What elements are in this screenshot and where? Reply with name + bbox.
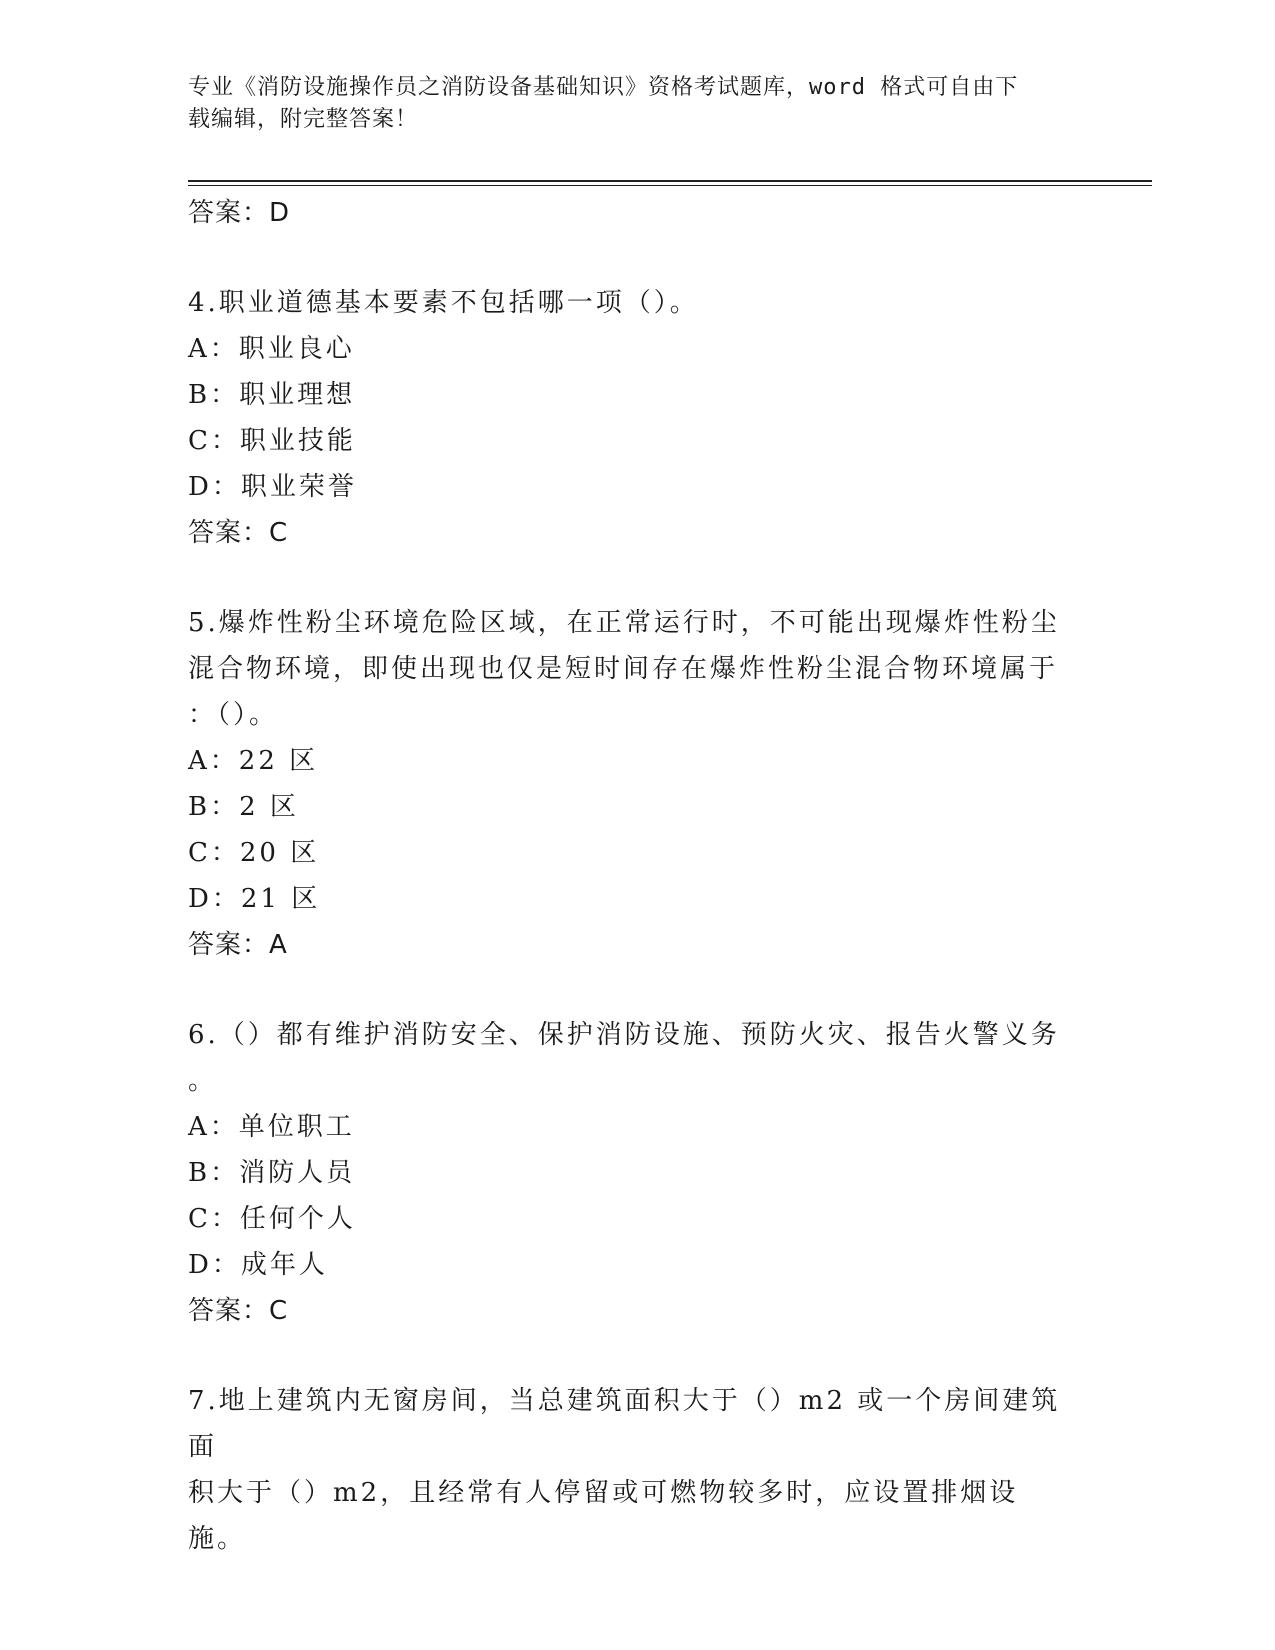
question-7	[188, 1378, 1068, 1562]
question-text-line: 混合物环境，即使出现也仅是短时间存在爆炸性粉尘混合物环境属于	[188, 654, 1059, 684]
question-6	[188, 1012, 1068, 1104]
answer-line: 答案：C	[188, 1296, 289, 1326]
option-c: C：任何个人	[188, 1204, 356, 1234]
question-4	[188, 280, 1068, 326]
option-b: B：消防人员	[188, 1158, 356, 1188]
question-text-line: 7.地上建筑内无窗房间，当总建筑面积大于（）m2 或一个房间建筑面	[188, 1386, 1061, 1462]
option-d: D：职业荣誉	[188, 472, 357, 502]
option-a: A：职业良心	[188, 334, 355, 364]
option-b: B：职业理想	[188, 380, 356, 410]
answer-line: 答案：C	[188, 518, 289, 548]
option-a: A：22 区	[188, 746, 319, 776]
header-divider	[188, 180, 1152, 182]
header-line-2: 载编辑，附完整答案！	[188, 107, 419, 132]
answer-line: 答案：A	[188, 930, 288, 960]
option-d: D：成年人	[188, 1250, 328, 1280]
question-text-line: 。	[188, 1066, 218, 1096]
question-list	[188, 190, 1068, 1562]
question-5	[188, 600, 1068, 738]
question-text: 4.职业道德基本要素不包括哪一项（）。	[188, 288, 699, 318]
option-c: C：20 区	[188, 838, 320, 868]
question-text-line: 6.（）都有维护消防安全、保护消防设施、预防火灾、报告火警义务	[188, 1020, 1060, 1050]
header-line-1: 专业《消防设施操作员之消防设备基础知识》资格考试题库，word 格式可自由下	[188, 75, 1019, 100]
question-text-line: 5.爆炸性粉尘环境危险区域，在正常运行时，不可能出现爆炸性粉尘	[188, 608, 1060, 638]
answer-line: 答案：D	[188, 198, 291, 228]
option-a: A：单位职工	[188, 1112, 355, 1142]
option-b: B：2 区	[188, 792, 299, 822]
header-divider-thin	[188, 185, 1152, 186]
question-text-line: ：（）。	[188, 700, 279, 730]
option-d: D：21 区	[188, 884, 321, 914]
option-c: C：职业技能	[188, 426, 356, 456]
question-text-line: 积大于（）m2，且经常有人停留或可燃物较多时，应设置排烟设施。	[188, 1478, 1019, 1554]
document-header	[188, 72, 1068, 136]
